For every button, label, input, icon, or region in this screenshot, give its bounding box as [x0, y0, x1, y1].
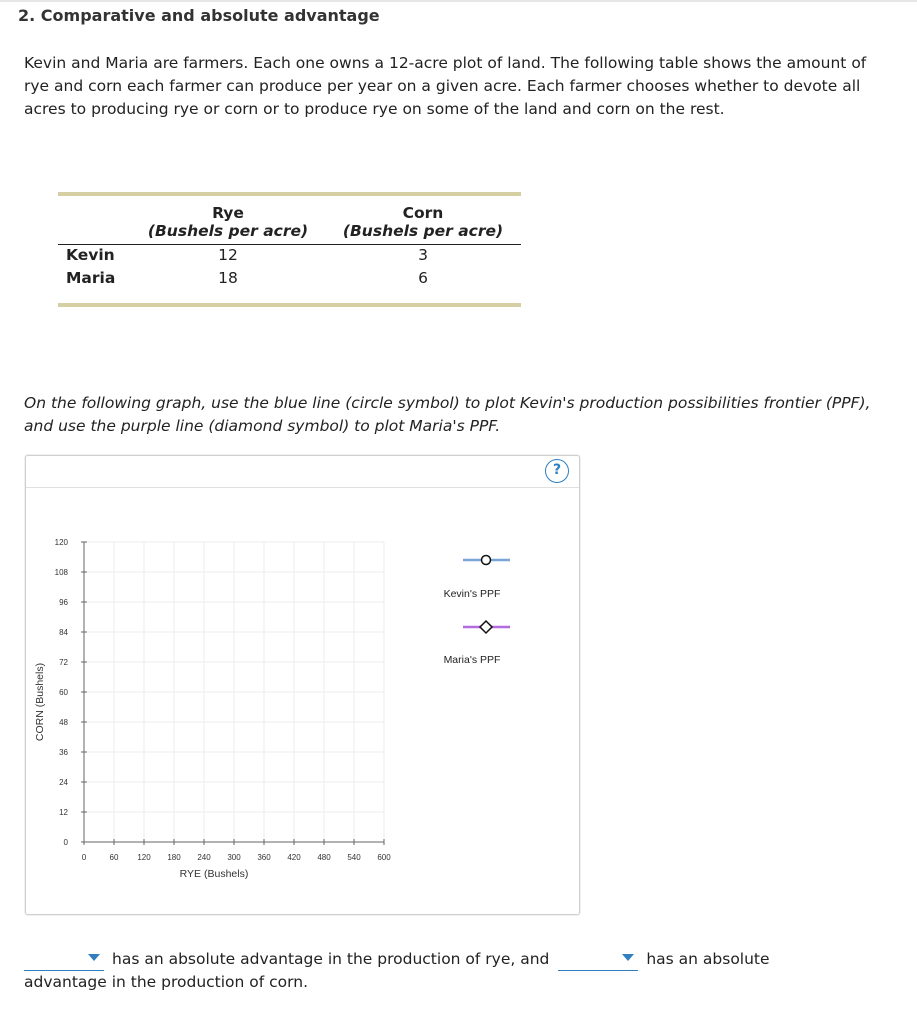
legend-maria-ppf[interactable] — [444, 621, 510, 666]
x-tick-label: 0 — [81, 853, 87, 862]
corn-column-header — [332, 204, 514, 240]
chevron-down-icon[interactable] — [88, 954, 100, 961]
help-button[interactable]: ? — [545, 459, 569, 483]
rye-header-label: Rye — [212, 204, 244, 222]
row-rye-value: 18 — [218, 269, 238, 287]
corn-header-unit: (Bushels per acre) — [342, 222, 504, 240]
section-title: 2. Comparative and absolute advantage — [18, 6, 380, 25]
y-tick-label: 36 — [59, 748, 68, 757]
row-rye-value: 12 — [218, 246, 238, 264]
table-bottom-rule — [58, 303, 521, 307]
maria-ppf-legend-label: Maria's PPF — [443, 654, 501, 666]
ppf-chart[interactable] — [26, 456, 579, 914]
graph-panel[interactable] — [25, 455, 580, 915]
y-tick-label: 84 — [59, 628, 68, 637]
question-text-1: has an absolute advantage in the production of rye, and — [112, 950, 550, 968]
x-tick-label: 240 — [197, 853, 211, 862]
rye-column-header — [138, 204, 318, 240]
rye-advantage-dropdown[interactable] — [24, 950, 104, 971]
x-tick-label: 420 — [287, 853, 301, 862]
x-axis-label: RYE (Bushels) — [179, 868, 249, 880]
y-axis-label: CORN (Bushels) — [34, 662, 46, 742]
top-divider — [0, 0, 917, 2]
y-tick-label: 72 — [59, 658, 68, 667]
x-tick-label: 540 — [347, 853, 361, 862]
row-name: Maria — [66, 269, 116, 287]
chart-axes — [81, 542, 384, 845]
x-tick-label: 120 — [137, 853, 151, 862]
y-tick-label: 96 — [59, 598, 68, 607]
corn-header-label: Corn — [402, 204, 444, 222]
question-text-3: advantage in the production of corn. — [24, 973, 309, 991]
x-tick-label: 300 — [227, 853, 241, 862]
x-tick-label: 600 — [377, 853, 391, 862]
chevron-down-icon[interactable] — [622, 954, 634, 961]
x-tick-label: 180 — [167, 853, 181, 862]
y-tick-label: 120 — [54, 538, 68, 547]
legend-kevin-ppf[interactable] — [444, 556, 510, 601]
y-tick-label: 108 — [54, 568, 68, 577]
y-tick-label: 60 — [59, 688, 68, 697]
graph-instruction: On the following graph, use the blue line (circle symbol) to plot Kevin's production possibilities frontier (PPF), and use the purple line (diamond symbol) to plot Maria's PPF. — [24, 394, 871, 435]
intro-paragraph: Kevin and Maria are farmers. Each one owns a 12-acre plot of land. The following table shows the amount of rye and corn each farmer can produce per year on a given acre. Each farmer chooses whether to devote all acres to producing rye or corn or to produce rye on some of the land and corn on the rest. — [24, 54, 867, 118]
rye-header-unit: (Bushels per acre) — [147, 222, 309, 240]
circle-marker-icon — [482, 556, 491, 565]
x-tick-label: 480 — [317, 853, 331, 862]
row-corn-value: 3 — [418, 246, 428, 264]
y-tick-labels — [55, 538, 69, 847]
diamond-marker-icon — [480, 621, 492, 633]
y-tick-label: 48 — [59, 718, 68, 727]
question-text-2: has an absolute — [646, 950, 770, 968]
y-tick-label: 12 — [59, 808, 68, 817]
y-tick-label: 24 — [59, 778, 68, 787]
chart-grid — [84, 542, 384, 842]
x-tick-label: 360 — [257, 853, 271, 862]
corn-advantage-dropdown[interactable] — [558, 950, 638, 971]
production-table — [58, 192, 521, 307]
table-header — [58, 196, 521, 245]
row-name: Kevin — [66, 246, 115, 264]
row-corn-value: 6 — [418, 269, 428, 287]
kevin-ppf-legend-label: Kevin's PPF — [443, 588, 501, 600]
table-row — [58, 269, 521, 292]
table-row — [58, 246, 521, 269]
answer-sentence — [24, 948, 904, 994]
x-tick-label: 60 — [109, 853, 119, 862]
y-tick-label: 0 — [63, 838, 68, 847]
x-tick-labels — [82, 853, 391, 862]
